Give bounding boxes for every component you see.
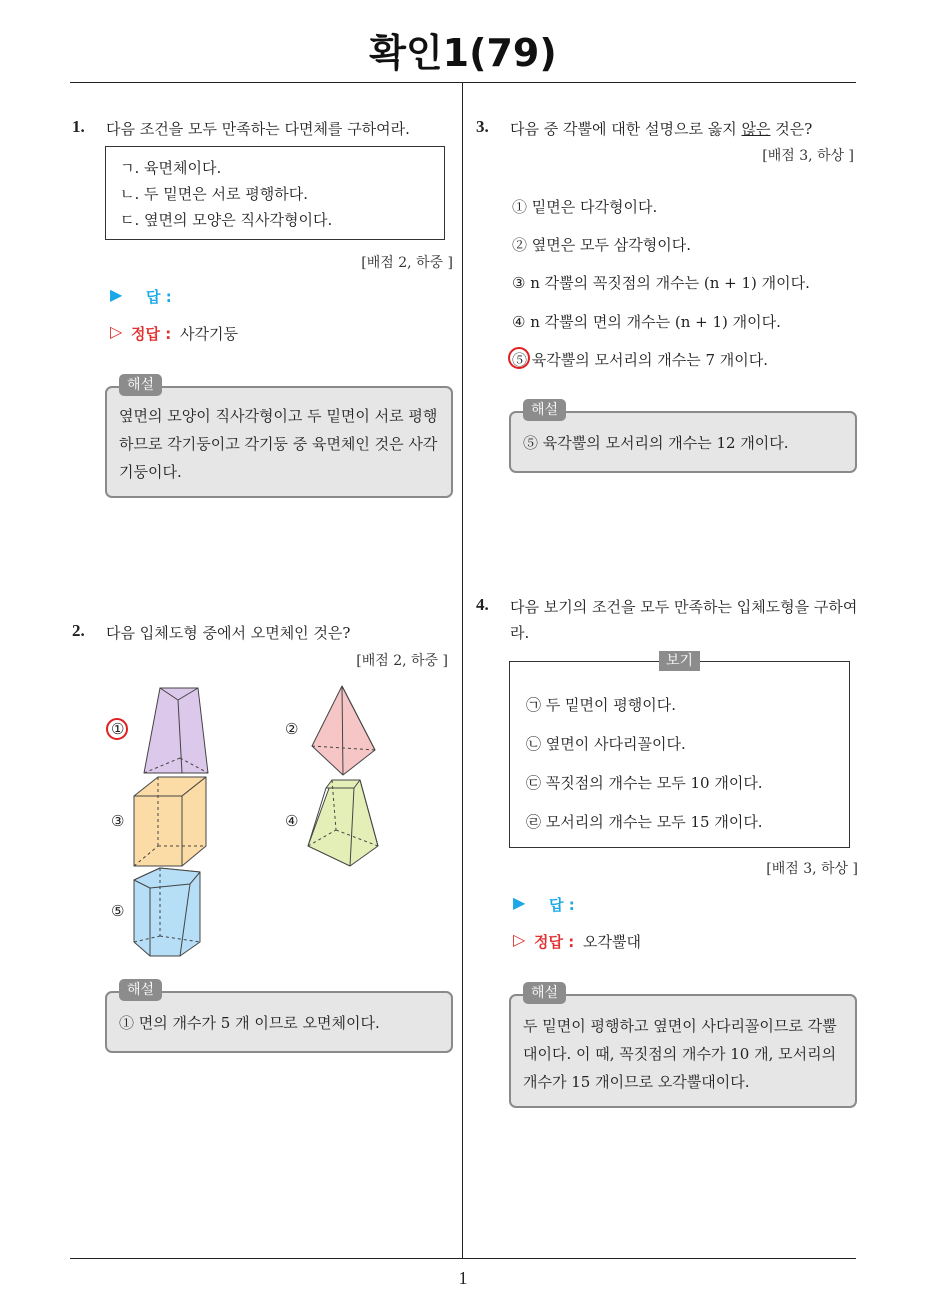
shape2-body xyxy=(312,686,375,775)
answer-arrow-icon: ▶ xyxy=(513,893,526,912)
q1-explanation-line: 하므로 각기둥이고 각기둥 중 육면체인 것은 사각 xyxy=(119,435,438,453)
q2-explanation-tab: 해설 xyxy=(119,979,162,1001)
q1-explanation-box xyxy=(105,386,453,498)
q3-choice: ⑤ 육각뿔의 모서리의 개수는 7 개이다. xyxy=(512,351,769,369)
triangular-pyramid-figure xyxy=(312,686,375,775)
q4-question-line: 라. xyxy=(510,624,530,642)
q4-bogi-box xyxy=(509,661,850,848)
q3-choice: ① 밑면은 다각형이다. xyxy=(512,198,658,216)
q1-explanation-tab: 해설 xyxy=(119,374,162,396)
shape1-body xyxy=(144,688,208,773)
q4-condition: ㉠ 두 밑면이 평행이다. xyxy=(526,696,676,714)
q4-explanation-box xyxy=(509,994,857,1108)
q1-explanation-line: 옆면의 모양이 직사각형이고 두 밑면이 서로 평행 xyxy=(119,407,438,425)
q1-condition: ㄴ. 두 밑면은 서로 평행하다. xyxy=(120,185,308,203)
q1-answer-label: 답 : xyxy=(146,288,172,306)
page-number: 1 xyxy=(458,1268,468,1288)
q1-correct-label: 정답 : xyxy=(131,325,172,343)
solid-figures xyxy=(120,680,390,960)
q1-number: 1. xyxy=(72,117,85,136)
q2-question: 다음 입체도형 중에서 오면체인 것은? xyxy=(106,624,351,642)
q4-correct-label: 정답 : xyxy=(534,933,575,951)
shape-label: ③ xyxy=(111,812,125,830)
q3-question-pre: 다음 중 각뿔에 대한 설명으로 옳지 xyxy=(510,120,742,138)
correct-arrow-icon: ▷ xyxy=(110,322,123,341)
q2-explanation-line: ① 면의 개수가 5 개 이므로 오면체이다. xyxy=(119,1014,380,1032)
q1-explanation-line: 기둥이다. xyxy=(119,463,182,481)
q4-score: [배점 3, 하상 ] xyxy=(766,861,858,877)
q3-question xyxy=(510,118,812,139)
q1-conditions-box xyxy=(105,146,445,240)
q4-explanation-tab: 해설 xyxy=(523,982,566,1004)
q1-condition: ㄷ. 옆면의 모양은 직사각형이다. xyxy=(120,211,333,229)
q3-number: 3. xyxy=(476,117,489,136)
q4-explanation-line: 개수가 15 개이므로 오각뿔대이다. xyxy=(523,1073,750,1091)
q4-answer-label: 답 : xyxy=(549,896,575,914)
shape-label: ② xyxy=(285,720,299,738)
answer-arrow-icon: ▶ xyxy=(110,285,123,304)
q4-explanation-line: 대이다. 이 때, 꼭짓점의 개수가 10 개, 모서리의 xyxy=(523,1045,837,1063)
q1-condition: ㄱ. 육면체이다. xyxy=(120,159,222,177)
q1-correct-value: 사각기둥 xyxy=(180,325,238,343)
q1-score: [배점 2, 하중 ] xyxy=(361,255,453,271)
q4-explanation-line: 두 밑면이 평행하고 옆면이 사다리꼴이므로 각뿔 xyxy=(523,1017,837,1035)
pentagonal-prism-figure xyxy=(134,868,200,956)
q1-question: 다음 조건을 모두 만족하는 다면체를 구하여라. xyxy=(106,120,410,138)
q2-score: [배점 2, 하중 ] xyxy=(356,653,448,669)
q3-explanation-line: ⑤ 육각뿔의 모서리의 개수는 12 개이다. xyxy=(523,434,789,452)
q3-question-post: 것은? xyxy=(770,120,813,138)
q4-condition: ㉣ 모서리의 개수는 모두 15 개이다. xyxy=(526,813,763,831)
q4-number: 4. xyxy=(476,595,489,614)
page-title: 확인1(79) xyxy=(369,31,557,75)
shape-label: ④ xyxy=(285,812,299,830)
shape-label: ① xyxy=(111,720,125,738)
q4-bogi-tab: 보기 xyxy=(659,651,700,671)
q2-number: 2. xyxy=(72,621,85,640)
rectangular-prism-figure xyxy=(134,777,206,866)
header-rule xyxy=(70,82,856,83)
shape-label: ⑤ xyxy=(111,902,125,920)
footer-rule xyxy=(70,1258,856,1259)
q4-question-line: 다음 보기의 조건을 모두 만족하는 입체도형을 구하여 xyxy=(510,598,858,616)
q3-question-underlined: 않은 xyxy=(741,120,771,138)
q4-correct-value: 오각뿔대 xyxy=(583,933,641,951)
q3-choice: ② 옆면은 모두 삼각형이다. xyxy=(512,236,691,254)
column-divider xyxy=(462,83,463,1258)
q4-condition: ㉡ 옆면이 사다리꼴이다. xyxy=(526,735,686,753)
shape4-top xyxy=(326,780,360,788)
q3-choice: ④ n 각뿔의 면의 개수는 (n + 1) 개이다. xyxy=(512,313,781,331)
q3-choice: ③ n 각뿔의 꼭짓점의 개수는 (n + 1) 개이다. xyxy=(512,274,810,292)
shape4-body xyxy=(308,780,378,866)
triangular-frustum-figure xyxy=(144,688,208,773)
q3-score: [배점 3, 하상 ] xyxy=(762,148,854,164)
q4-condition: ㉢ 꼭짓점의 개수는 모두 10 개이다. xyxy=(526,774,763,792)
square-frustum-figure xyxy=(308,780,378,866)
q3-explanation-tab: 해설 xyxy=(523,399,566,421)
correct-arrow-icon: ▷ xyxy=(513,930,526,949)
